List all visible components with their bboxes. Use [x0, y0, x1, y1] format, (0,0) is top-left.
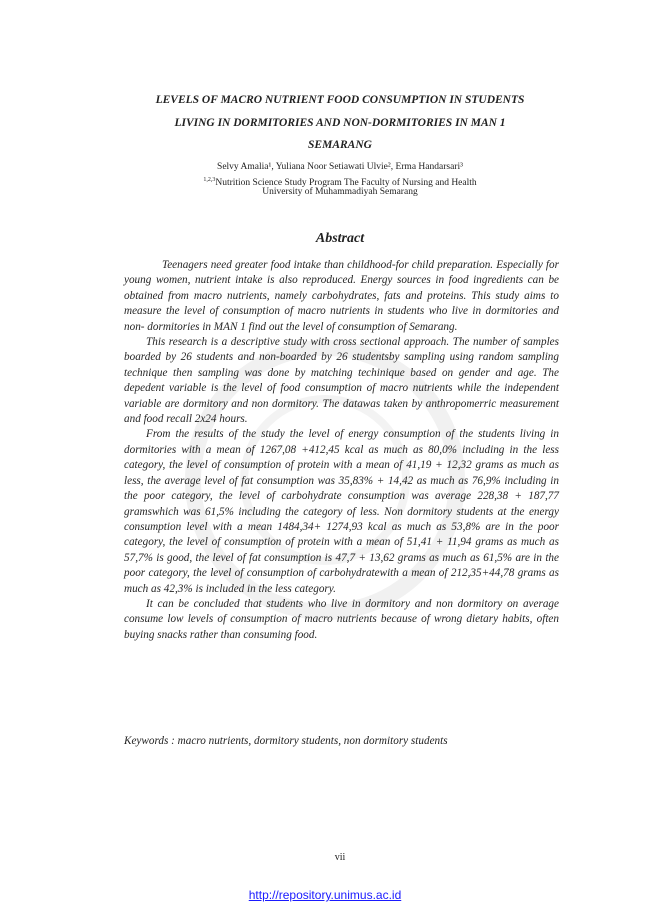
affiliation-marker: 1,2,3 — [203, 177, 216, 183]
author-names: Selvy Amalia¹, Yuliana Noor Setiawati Ulvie², Erma Handarsari³ — [217, 162, 463, 172]
title-line-2: LIVING IN DORMITORIES AND NON-DORMITORIES IN MAN 1 — [174, 117, 506, 129]
title-line-1: LEVELS OF MACRO NUTRIENT FOOD CONSUMPTION IN STUDENTS — [155, 94, 525, 106]
abstract-paragraph-3: From the results of the study the level of energy consumption of the students living in dormitories with a mean of 1267,08 +412,45 kcal as much as 80,0% including in the less category, the level of consumption of protein with a mean of 41,19 + 12,32 grams as much as less, the average level of fat consumption was 35,83% + 14,42 as much as 76,9% including in the poor category, the level of carbohydrate consumption was average 228,38 + 187,77 gramswhich was 61,5% including the category of less. Non dormitory students at the energy consumption level with a mean 1484,34+ 1274,93 kcal as much as 53,8% are in the poor category, the level of consumption of protein with a mean of 51,41 + 11,94 grams as much as 57,7% is good, the level of fat consumption is 47,7 + 13,62 grams as much as 61,5% are in the poor category, the level of consumption of carbohydratewith a mean of 212,35+44,78 grams as much as 42,3% is included in the less category. — [124, 428, 559, 595]
repository-link[interactable]: http://repository.unimus.ac.id — [248, 888, 402, 902]
abstract-paragraph-1: Teenagers need greater food intake than childhood-for child preparation. Especially for young women, nutrient intake is also reproduced. Energy sources in food ingredients can be obtained from macro nutrients, namely carbohydrates, fats and proteins. This study aims to measure the level of consumption of macro nutrients in students who live in dormitories and non- dormitories in MAN 1 find out the level of consumption of Semarang. — [124, 259, 559, 333]
affiliation-text: Nutrition Science Study Program The Faculty of Nursing and Health — [215, 178, 477, 189]
author-university: University of Muhammadiyah Semarang — [262, 187, 418, 197]
abstract-paragraph-2: This research is a descriptive study with cross sectional approach. The number of samples boarded by 26 students and non-boarded by 26 studentsby sampling using random sampling technique then sampling was done by matching techinique based on gender and age. The depedent variable is the level of food consumption of macro nutrients while the independent variable are dormitory and non dormitory. The datawas taken by anthropomerric measurement and food recall 2x24 hours. — [124, 336, 559, 426]
page-number: vii — [334, 852, 346, 863]
abstract-paragraph-4: It can be concluded that students who live in dormitory and non dormitory on average consume low levels of consumption of macro nutrients because of wrong dietary habits, often buying snacks rather than consuming food. — [124, 597, 559, 641]
keywords: Keywords : macro nutrients, dormitory students, non dormitory students — [124, 735, 448, 747]
abstract-heading: Abstract — [315, 231, 365, 246]
abstract-body — [124, 258, 559, 643]
title-line-3: SEMARANG — [308, 139, 372, 151]
